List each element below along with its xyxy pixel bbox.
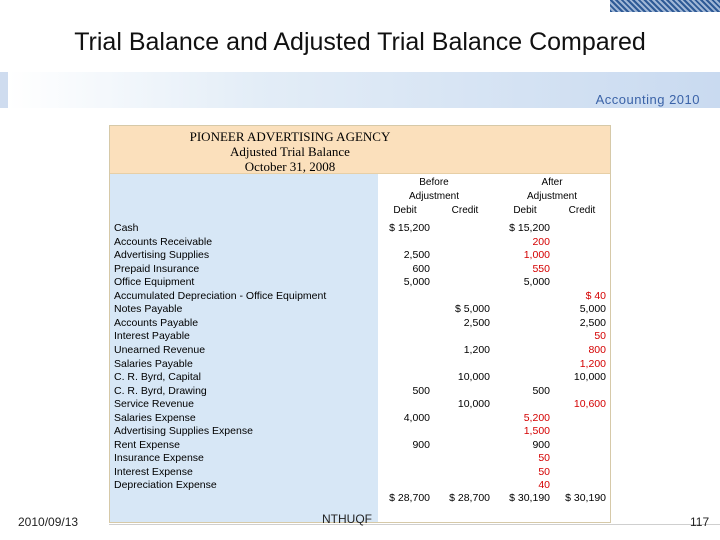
after-debit-cell: 550 — [532, 262, 550, 275]
account-name: Depreciation Expense — [114, 479, 217, 492]
account-name: Office Equipment — [114, 276, 195, 289]
account-name: Advertising Supplies — [114, 249, 210, 262]
account-name: Service Revenue — [114, 398, 194, 411]
before-debit-cell: 2,500 — [403, 249, 430, 262]
after-credit-cell: 1,200 — [579, 357, 606, 370]
after-debit-cell: 900 — [532, 438, 550, 451]
after-credit-cell: 50 — [594, 330, 606, 343]
before-header-line-2: Adjustment — [408, 191, 460, 202]
account-name: Advertising Supplies Expense — [114, 425, 253, 438]
before-credit-header: Credit — [451, 205, 479, 216]
after-debit-cell: $ 15,200 — [509, 222, 550, 234]
footer-date: 2010/09/13 — [18, 515, 79, 529]
slide-title: Trial Balance and Adjusted Trial Balance Compared — [74, 28, 646, 56]
report-date: October 31, 2008 — [244, 159, 336, 174]
before-debit-cell: 5,000 — [403, 276, 430, 289]
after-debit-header: Debit — [513, 205, 537, 216]
after-header-line-2: Adjustment — [526, 191, 578, 202]
account-name: Unearned Revenue — [114, 343, 206, 356]
footer-org: NTHUQF — [322, 512, 372, 526]
before-debit-cell: 600 — [412, 262, 430, 275]
account-name: Prepaid Insurance — [114, 262, 200, 275]
decorative-pattern — [610, 0, 720, 12]
account-name: Rent Expense — [114, 438, 180, 451]
after-debit-cell: 50 — [538, 452, 550, 465]
sheet-header — [110, 126, 610, 174]
account-name: Notes Payable — [114, 303, 183, 316]
header-band-edge — [0, 72, 8, 108]
before-header-line-1: Before — [419, 177, 449, 188]
before-debit-cell: $ 15,200 — [389, 222, 430, 234]
after-credit-cell: $ 40 — [585, 289, 606, 302]
company-name: PIONEER ADVERTISING AGENCY — [189, 129, 391, 144]
after-credit-cell: 10,600 — [573, 398, 606, 411]
account-name: Accounts Receivable — [114, 235, 213, 248]
before-credit-cell: 10,000 — [457, 371, 490, 384]
total-after-debit: $ 30,190 — [509, 492, 550, 504]
before-credit-cell: 10,000 — [457, 398, 490, 411]
page-number: 117 — [690, 515, 710, 529]
account-name: C. R. Byrd, Drawing — [114, 384, 207, 397]
footer-divider — [109, 524, 720, 525]
after-credit-cell: 10,000 — [573, 371, 606, 384]
after-debit-cell: 40 — [538, 479, 550, 492]
account-name: Salaries Payable — [114, 357, 193, 370]
report-name: Adjusted Trial Balance — [230, 144, 350, 159]
account-name: Accumulated Depreciation - Office Equipment — [114, 289, 327, 302]
before-debit-header: Debit — [393, 205, 417, 216]
account-name: Insurance Expense — [114, 452, 204, 465]
account-name: Salaries Expense — [114, 411, 196, 424]
after-credit-cell: 2,500 — [579, 316, 606, 329]
account-name: Cash — [114, 222, 139, 234]
after-debit-cell: 50 — [538, 465, 550, 478]
after-debit-cell: 5,200 — [523, 411, 550, 424]
slide-subtitle: Accounting 2010 — [595, 92, 700, 107]
after-debit-cell: 500 — [532, 384, 550, 397]
after-debit-cell: 5,000 — [523, 276, 550, 289]
after-debit-cell: 1,000 — [523, 249, 550, 262]
total-before-credit: $ 28,700 — [449, 492, 490, 504]
trial-balance-sheet — [109, 125, 611, 523]
after-debit-cell: 200 — [532, 235, 550, 248]
account-name: Accounts Payable — [114, 316, 199, 329]
before-credit-cell: 1,200 — [463, 343, 490, 356]
before-credit-cell: $ 5,000 — [454, 303, 490, 316]
before-debit-cell: 500 — [412, 384, 430, 397]
account-name: C. R. Byrd, Capital — [114, 371, 201, 384]
before-debit-cell: 900 — [412, 438, 430, 451]
before-debit-cell: 4,000 — [403, 411, 430, 424]
total-after-credit: $ 30,190 — [565, 492, 606, 504]
after-credit-cell: 5,000 — [579, 303, 606, 316]
after-header-line-1: After — [541, 177, 563, 188]
after-debit-cell: 1,500 — [523, 425, 550, 438]
account-name: Interest Expense — [114, 465, 193, 478]
total-before-debit: $ 28,700 — [389, 492, 430, 504]
account-name: Interest Payable — [114, 330, 190, 343]
after-credit-cell: 800 — [588, 343, 606, 356]
after-credit-header: Credit — [568, 205, 596, 216]
before-credit-cell: 2,500 — [463, 316, 490, 329]
